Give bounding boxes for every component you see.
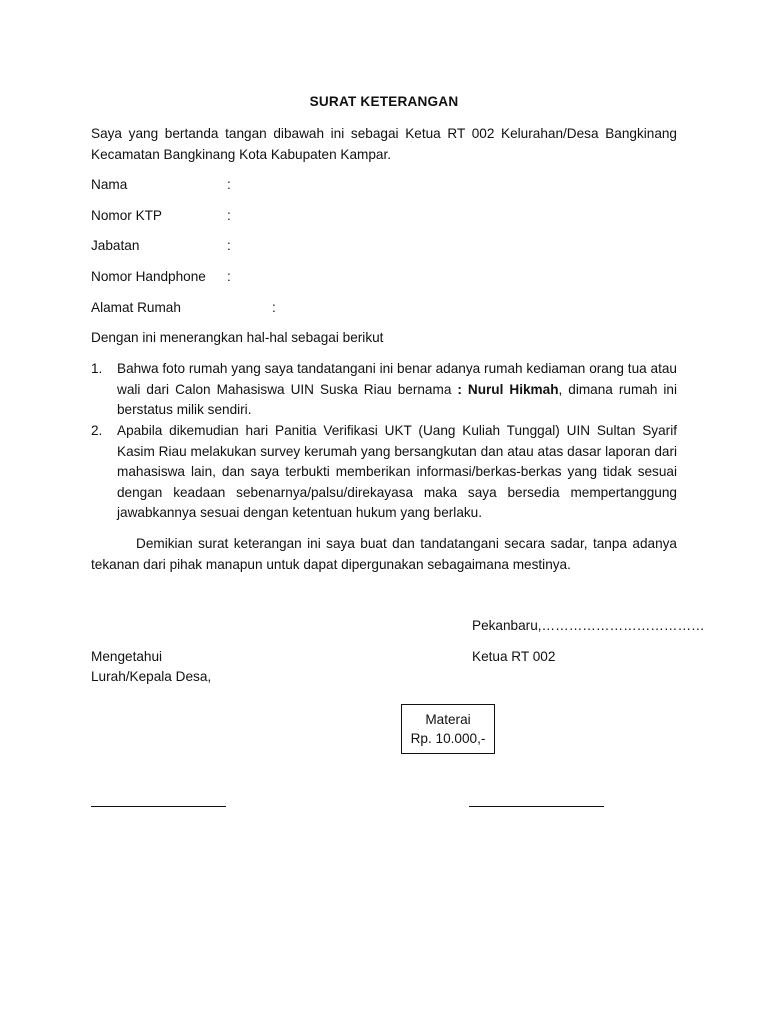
document-title: SURAT KETERANGAN — [309, 94, 459, 109]
intro-paragraph: Saya yang bertanda tangan dibawah ini sebagai Ketua RT 002 Kelurahan/Desa Bangkinang Kecamatan Bangkinang Kota Kabupaten Kampar. — [91, 126, 677, 162]
field-colon: : — [227, 269, 231, 284]
item-text-part: , dimana rumah ini berstatus milik sendiri. — [117, 381, 677, 417]
item-text-part: Bahwa foto rumah yang saya tandatangani ini benar adanya rumah kediaman orang tua atau wali dari Calon Mahasiswa UIN Suska Riau bernama — [117, 361, 677, 397]
field-label: Nomor Handphone — [91, 269, 206, 284]
left-signature-line — [91, 806, 226, 807]
left-signer-title: Mengetahui — [91, 649, 163, 664]
stamp-value: Rp. 10.000,- — [410, 731, 486, 746]
right-signature-line — [469, 806, 604, 807]
field-label: Jabatan — [91, 238, 140, 253]
field-label: Nomor KTP — [91, 208, 163, 223]
closing-paragraph: Demikian surat keterangan ini saya buat dan tandatangani secara sadar, tanpa adanya tekanan dari pihak manapun untuk dapat dipergunakan sebagaimana mestinya. — [91, 536, 677, 572]
stamp-label: Materai — [425, 712, 471, 727]
field-colon: : — [227, 177, 231, 192]
list-item — [91, 359, 677, 421]
list-item-text — [117, 359, 677, 421]
student-name: : Nurul Hikmah — [457, 381, 559, 397]
field-label: Nama — [91, 177, 128, 192]
list-item — [91, 421, 677, 525]
stamp-box — [401, 704, 495, 754]
declaration-text: Dengan ini menerangkan hal-hal sebagai berikut — [91, 330, 384, 345]
field-colon: : — [227, 238, 231, 253]
list-number: 2. — [91, 423, 103, 438]
place-date: Pekanbaru,……………………………… — [472, 618, 705, 633]
field-label: Alamat Rumah — [91, 300, 181, 315]
left-signer-role: Lurah/Kepala Desa, — [91, 669, 212, 684]
field-colon: : — [272, 300, 276, 315]
field-colon: : — [227, 208, 231, 223]
right-signer-role: Ketua RT 002 — [472, 649, 556, 664]
list-number: 1. — [91, 361, 103, 376]
list-item-text: Apabila dikemudian hari Panitia Verifikasi UKT (Uang Kuliah Tunggal) UIN Sultan Syarif Kasim Riau melakukan survey kerumah yang bersangkutan dan atau atas dasar laporan dari mahasiswa lain, dan saya terbukti memberikan informasi/berkas-berkas yang tidak sesuai dengan keadaan sebenarnya/palsu/direkayasa maka saya bersedia mempertanggung jawabkannya sesuai dengan ketentuan hukum yang berlaku. — [117, 423, 677, 520]
